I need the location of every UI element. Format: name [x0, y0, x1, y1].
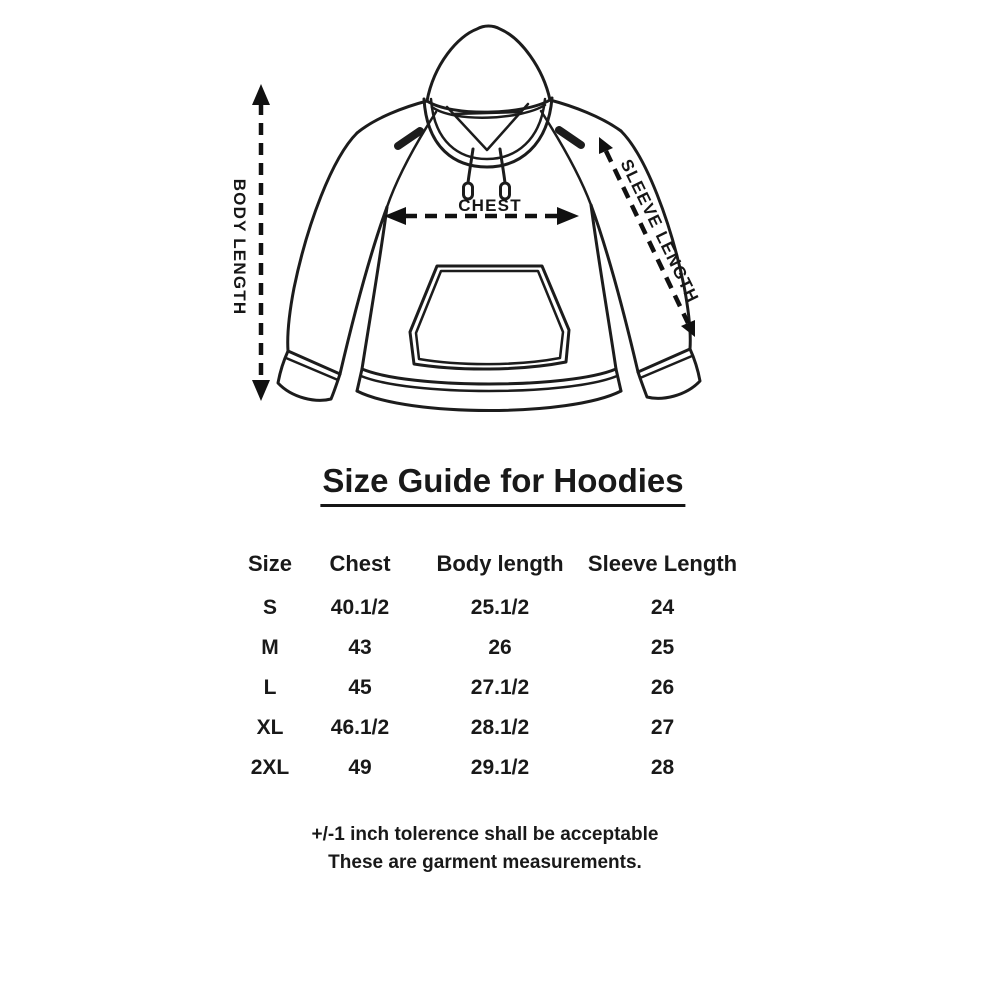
chest-label: CHEST: [458, 196, 522, 215]
torso-left-edge: [362, 207, 387, 369]
hem-top: [362, 369, 616, 384]
body-length-arrowhead-bottom: [252, 380, 270, 401]
shoulder-right: [550, 100, 621, 131]
sleeve-right-inner: [591, 205, 638, 372]
hoodie-measurement-diagram: [0, 0, 1000, 445]
body-length-label: BODY LENGTH: [230, 178, 249, 316]
tolerance-note-line: +/-1 inch tolerence shall be acceptable: [311, 824, 659, 845]
size-cell: 2XL: [250, 756, 290, 779]
raglan-seam-right: [541, 111, 591, 205]
pocket-outer: [410, 266, 569, 369]
size-cell: XL: [256, 716, 284, 739]
sleeve-length-cell: 24: [650, 596, 675, 619]
chest-cell: 46.1/2: [330, 716, 390, 739]
size-cell: S: [262, 596, 277, 619]
column-header-size: Size: [247, 551, 293, 576]
chest-arrowhead-right: [557, 207, 579, 225]
sleeve-left-inner: [340, 207, 387, 374]
size-cell: M: [261, 636, 279, 659]
chest-cell: 49: [348, 756, 372, 779]
garment-note-line: These are garment measurements.: [328, 852, 642, 873]
pocket-inner: [416, 271, 563, 364]
sleeve-length-cell: 25: [650, 636, 675, 659]
body-length-cell: 26: [488, 636, 512, 659]
sleeve-length-cell: 28: [650, 756, 675, 779]
chest-cell: 45: [348, 676, 372, 699]
hood-outline: [427, 26, 550, 101]
measurement-arrows: [252, 84, 695, 401]
page-title: Size Guide for Hoodies: [320, 462, 685, 507]
body-length-cell: 25.1/2: [470, 596, 530, 619]
size-table: [210, 540, 738, 788]
hem-side-left: [357, 369, 362, 391]
chest-cell: 40.1/2: [330, 596, 390, 619]
tolerance-notes: [312, 821, 659, 877]
shoulder-left: [357, 101, 427, 133]
hem-bottom: [357, 391, 621, 411]
column-header-chest: Chest: [329, 551, 391, 576]
body-length-cell: 27.1/2: [470, 676, 530, 699]
body-length-cell: 29.1/2: [470, 756, 530, 779]
body-length-cell: 28.1/2: [470, 716, 530, 739]
seam-mark-right: [559, 130, 581, 145]
column-header-sleeve-length: Sleeve Length: [587, 551, 738, 576]
size-cell: L: [263, 676, 277, 699]
sleeve-length-label: SLEEVE LENGTH: [616, 156, 703, 307]
body-length-arrowhead-top: [252, 84, 270, 105]
sleeve-length-cell: 27: [650, 716, 675, 739]
torso-right-edge: [591, 205, 616, 369]
hem-side-right: [616, 369, 621, 391]
chest-cell: 43: [348, 636, 372, 659]
sleeve-left-outer: [288, 133, 357, 351]
column-header-body-length: Body length: [436, 551, 564, 576]
sleeve-length-cell: 26: [650, 676, 675, 699]
